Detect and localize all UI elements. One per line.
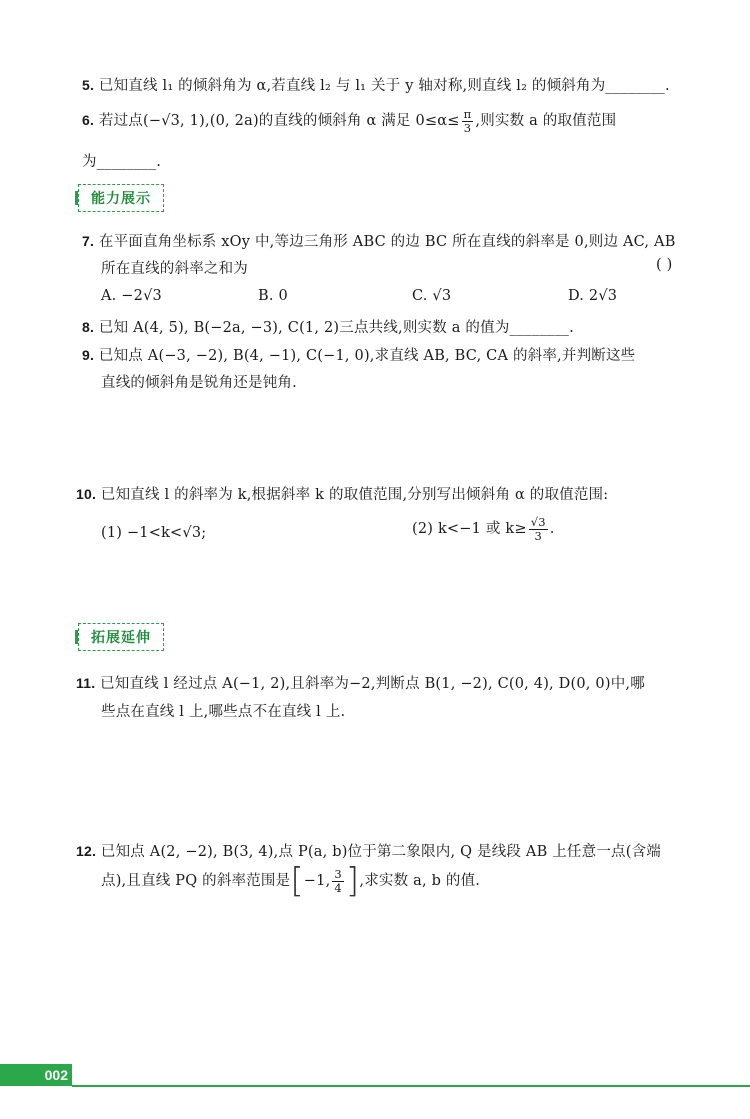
section-label-ability: 能力展示: [78, 184, 164, 212]
option-c: C. √3: [412, 288, 452, 304]
question-text: 在平面直角坐标系 xOy 中,等边三角形 ABC 的边 BC 所在直线的斜率是 0,则边 AC, AB: [98, 234, 676, 250]
question-text: 已知直线 l 的斜率为 k,根据斜率 k 的取值范围,分别写出倾斜角 α 的取值范围:: [100, 487, 609, 503]
question-6: [82, 108, 616, 134]
right-bracket: ]: [345, 861, 360, 901]
question-text: 已知点 A(−3, −2), B(4, −1), C(−1, 0),求直线 AB, BC, CA 的斜率,并判断这些: [98, 348, 636, 364]
question-10-sub2: (2) k<−1 或 k≥ $\frac{√3}{3}$ .: [412, 515, 555, 543]
fraction-sqrt3-over-3: $\frac{√3}{3}$: [530, 515, 546, 543]
question-number: 8.: [82, 319, 95, 335]
question-12: [76, 840, 661, 861]
question-text: 已知直线 l 经过点 A(−1, 2),且斜率为−2,判断点 B(1, −2), C(0, 4), D(0, 0)中,哪: [100, 676, 645, 692]
question-text: 若过点(−√3, 1),(0, 2a)的直线的倾斜角 α 满足 0≤α≤: [98, 113, 460, 130]
footer-rule: [72, 1085, 750, 1087]
question-number: 7.: [82, 233, 95, 249]
question-11: [76, 672, 645, 693]
section-label-extend: 拓展延伸: [78, 623, 164, 651]
question-5: [82, 74, 670, 95]
option-d: D. 2√3: [568, 288, 618, 304]
question-7-line2: 所在直线的斜率之和为: [101, 261, 248, 277]
question-9-line2: 直线的倾斜角是锐角还是钝角.: [101, 375, 297, 391]
option-b: B. 0: [258, 288, 288, 304]
page-number-tab: 002: [0, 1064, 72, 1086]
answer-paren: ( ): [656, 257, 673, 273]
question-text: 已知直线 l₁ 的倾斜角为 α,若直线 l₂ 与 l₁ 关于 y 轴对称,则直线 l₂ 的倾斜角为________.: [98, 78, 670, 94]
question-number: 10.: [76, 486, 97, 502]
question-7: [82, 230, 676, 251]
question-11-line2: 些点在直线 l 上,哪些点不在直线 l 上.: [101, 704, 346, 720]
question-number: 9.: [82, 347, 95, 363]
question-text-cont: ,则实数 a 的取值范围: [475, 113, 617, 130]
left-bracket: [: [290, 861, 304, 901]
question-8: [82, 316, 574, 337]
fraction-pi-over-3: $\frac{\pi}{3}$: [463, 107, 472, 135]
question-number: 12.: [76, 843, 97, 859]
question-number: 11.: [76, 675, 96, 691]
question-text: 已知点 A(2, −2), B(3, 4),点 P(a, b)位于第二象限内, Q 是线段 AB 上任意一点(含端: [100, 844, 661, 860]
question-text: 已知 A(4, 5), B(−2a, −3), C(1, 2)三点共线,则实数 a 的值为________.: [98, 320, 574, 336]
question-12-line2: 点),且直线 PQ 的斜率范围是[−1, $\frac{3}{4}$ ],求实数 a, b 的值.: [101, 861, 481, 901]
question-10-sub1: (1) −1<k<√3;: [101, 525, 207, 541]
question-number: 5.: [82, 77, 95, 93]
question-10: [76, 483, 608, 504]
option-a: A. −2√3: [101, 288, 162, 304]
question-9: [82, 344, 635, 365]
question-number: 6.: [82, 112, 95, 129]
fraction-3-over-4: $\frac{3}{4}$: [334, 866, 342, 895]
question-6-line2: 为________.: [82, 154, 162, 170]
